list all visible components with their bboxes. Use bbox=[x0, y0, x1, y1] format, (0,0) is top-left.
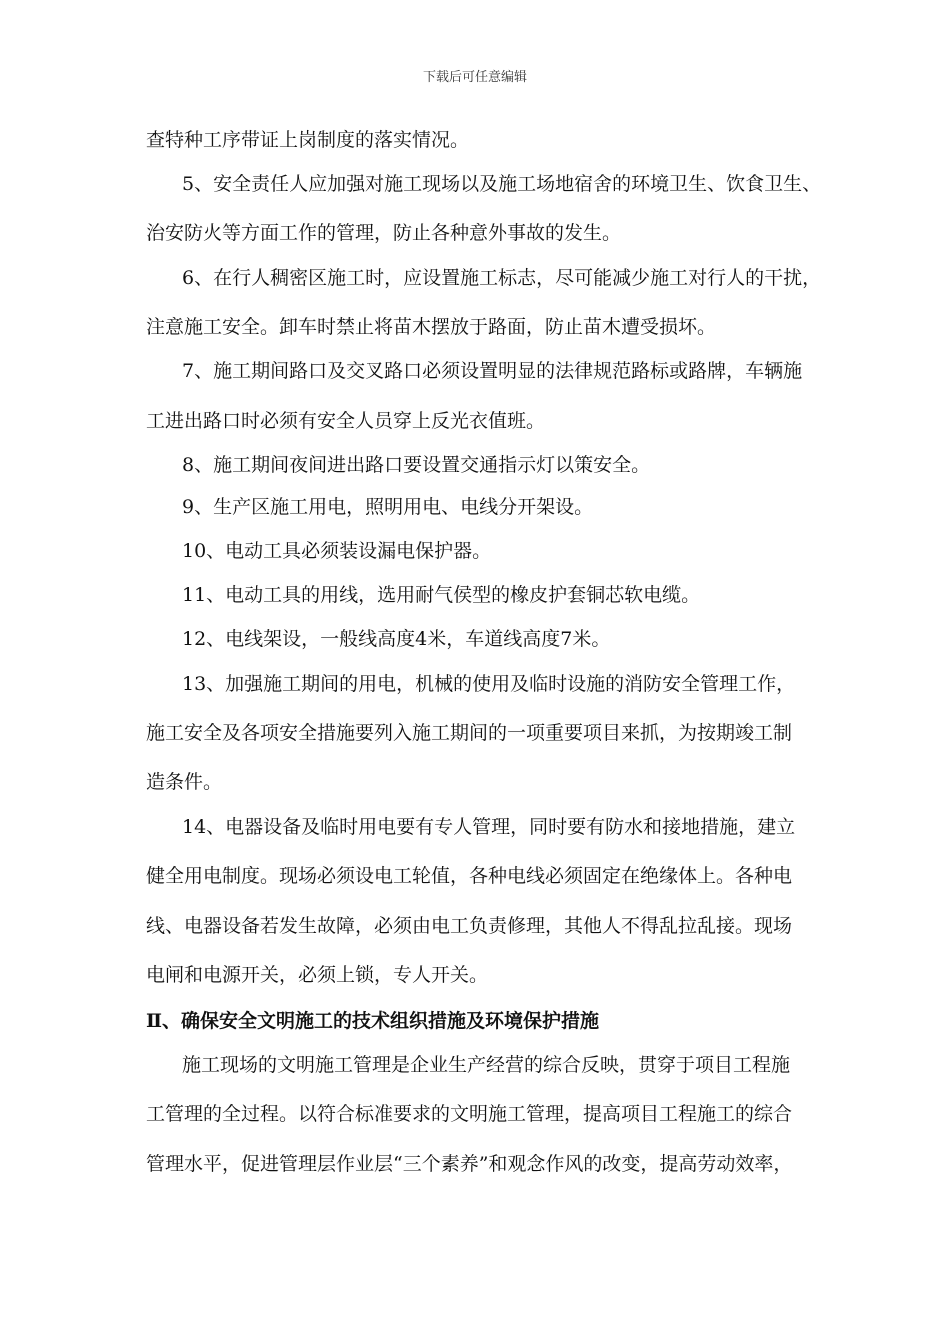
section-heading: Ⅱ、确保安全文明施工的技术组织措施及环境保护措施 bbox=[146, 1010, 600, 1032]
text-line: 10、电动工具必须装设漏电保护器。 bbox=[182, 540, 492, 562]
text-line: 健全用电制度。现场必须设电工轮值，各种电线必须固定在绝缘体上。各种电 bbox=[146, 865, 793, 887]
text-line: 11、电动工具的用线，选用耐气侯型的橡皮护套铜芯软电缆。 bbox=[182, 584, 701, 606]
text-line: 8、施工期间夜间进出路口要设置交通指示灯以策安全。 bbox=[182, 454, 651, 476]
text-line: 线、电器设备若发生故障，必须由电工负责修理，其他人不得乱拉乱接。现场 bbox=[146, 915, 793, 937]
text-line: 12、电线架设，一般线高度4米，车道线高度7米。 bbox=[182, 628, 611, 650]
text-line: 施工现场的文明施工管理是企业生产经营的综合反映，贯穿于项目工程施 bbox=[182, 1054, 791, 1076]
text-line: 7、施工期间路口及交叉路口必须设置明显的法律规范路标或路牌，车辆施 bbox=[182, 360, 803, 382]
text-line: 治安防火等方面工作的管理，防止各种意外事故的发生。 bbox=[146, 222, 622, 244]
text-line: 14、电器设备及临时用电要有专人管理，同时要有防水和接地措施，建立 bbox=[182, 816, 796, 838]
page-header: 下载后可任意编辑 bbox=[422, 70, 527, 85]
text-line: 工管理的全过程。以符合标准要求的文明施工管理，提高项目工程施工的综合 bbox=[146, 1103, 793, 1125]
text-line: 管理水平，促进管理层作业层“三个素养”和观念作风的改变，提高劳动效率， bbox=[146, 1153, 793, 1175]
text-line: 查特种工序带证上岗制度的落实情况。 bbox=[146, 129, 470, 151]
text-line: 6、在行人稠密区施工时，应设置施工标志，尽可能减少施工对行人的干扰， bbox=[182, 267, 822, 289]
text-line: 注意施工安全。卸车时禁止将苗木摆放于路面，防止苗木遭受损坏。 bbox=[146, 316, 717, 338]
text-line: 造条件。 bbox=[146, 771, 223, 793]
text-line: 9、生产区施工用电，照明用电、电线分开架设。 bbox=[182, 496, 594, 518]
text-line: 电闸和电源开关，必须上锁，专人开关。 bbox=[146, 964, 489, 986]
text-line: 13、加强施工期间的用电，机械的使用及临时设施的消防安全管理工作， bbox=[182, 673, 796, 695]
text-line: 5、安全责任人应加强对施工现场以及施工场地宿舍的环境卫生、饮食卫生、 bbox=[182, 173, 822, 195]
text-line: 工进出路口时必须有安全人员穿上反光衣值班。 bbox=[146, 410, 546, 432]
text-line: 施工安全及各项安全措施要列入施工期间的一项重要项目来抓，为按期竣工制 bbox=[146, 722, 793, 744]
